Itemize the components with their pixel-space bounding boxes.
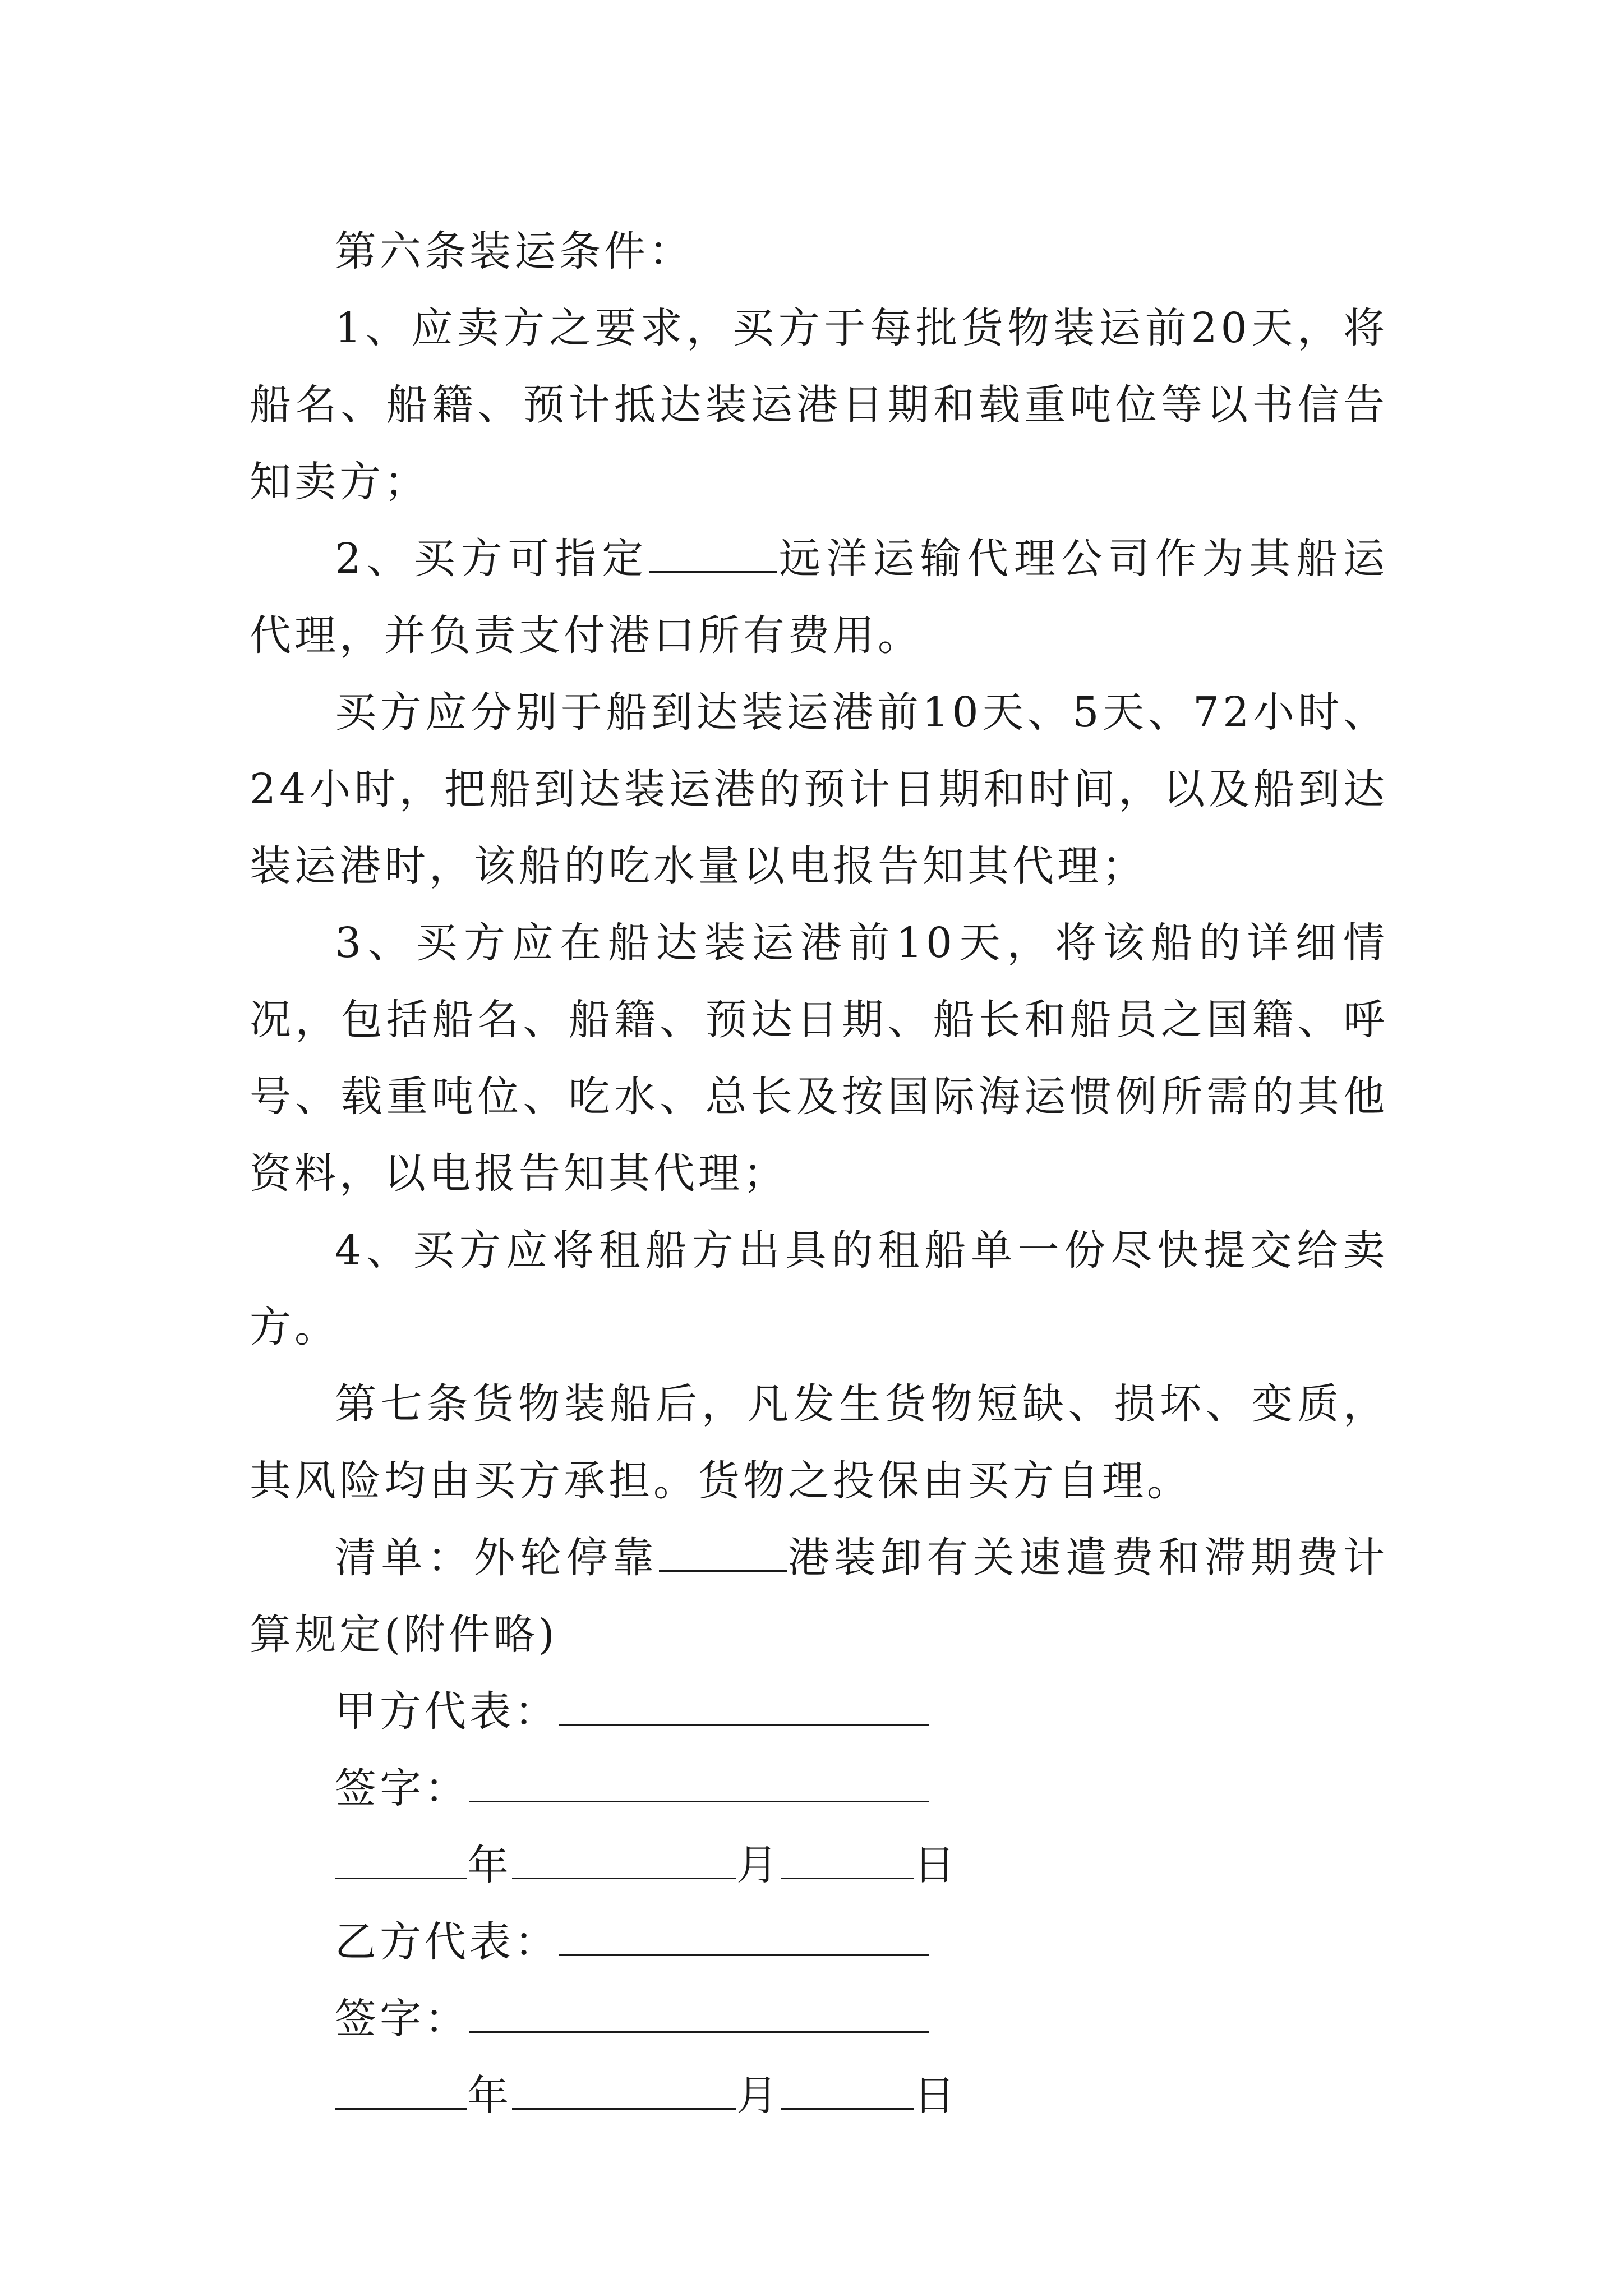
party-a-sign-line: [250, 1750, 1388, 1827]
party-a-rep-line: [250, 1673, 1388, 1750]
clause7-text: 第七条货物装船后，凡发生货物短缺、损坏、变质，其风险均由买方承担。货物之投保由买方自理。: [250, 1380, 1388, 1505]
party-a-year-blank[interactable]: [335, 1844, 467, 1879]
appendix-after: 港装卸有关速遣费和滞期费计算规定(附件略): [250, 1534, 1388, 1659]
party-a-year-label: 年: [467, 1841, 512, 1889]
appendix-line: [250, 1520, 1388, 1673]
document-page: [250, 213, 1388, 2134]
party-b-year-label: 年: [467, 2072, 512, 2120]
party-a-month-blank[interactable]: [512, 1844, 736, 1879]
clause6-item2-after: 远洋运输代理公司作为其船运代理，并负责支付港口所有费用。: [250, 535, 1388, 660]
party-a-day-label: 日: [914, 1841, 958, 1889]
party-a-rep-label: 甲方代表：: [335, 1687, 559, 1736]
clause6-notice: 买方应分别于船到达装运港前10天、5天、72小时、24小时，把船到达装运港的预计日期和时间，以及船到达装运港时，该船的吃水量以电报告知其代理；: [250, 688, 1388, 890]
clause6-item1: 1、应卖方之要求，买方于每批货物装运前20天，将船名、船籍、预计抵达装运港日期和载重吨位等以书信告知卖方；: [250, 304, 1388, 506]
party-a-month-label: 月: [736, 1841, 781, 1889]
party-b-day-label: 日: [914, 2072, 958, 2120]
party-b-rep-line: [250, 1904, 1388, 1981]
party-b-year-blank[interactable]: [335, 2074, 467, 2110]
clause6-item4: 4、买方应将租船方出具的租船单一份尽快提交给卖方。: [250, 1226, 1388, 1351]
appendix-before: 清单：外轮停靠: [335, 1534, 659, 1582]
party-b-sign-label: 签字：: [335, 1995, 469, 2043]
party-a-sign-label: 签字：: [335, 1764, 469, 1812]
clause6-item2: [250, 521, 1388, 674]
agency-blank[interactable]: [649, 537, 777, 573]
party-b-rep-label: 乙方代表：: [335, 1918, 559, 1966]
party-a-rep-blank[interactable]: [559, 1690, 929, 1726]
party-b-sign-line: [250, 1981, 1388, 2058]
party-b-date-line: [250, 2058, 1388, 2134]
party-a-date-line: [250, 1827, 1388, 1904]
party-a-day-blank[interactable]: [781, 1844, 914, 1879]
party-a-sign-blank[interactable]: [469, 1767, 929, 1802]
port-blank[interactable]: [659, 1536, 787, 1572]
clause6-item2-before: 2、买方可指定: [335, 535, 649, 583]
party-b-rep-blank[interactable]: [559, 1921, 929, 1956]
party-b-month-blank[interactable]: [512, 2074, 736, 2110]
clause6-title: 第六条装运条件：: [335, 227, 694, 275]
party-b-sign-blank[interactable]: [469, 1998, 929, 2033]
party-b-month-label: 月: [736, 2072, 781, 2120]
party-b-day-blank[interactable]: [781, 2074, 914, 2110]
clause6-item3: 3、买方应在船达装运港前10天，将该船的详细情况，包括船名、船籍、预达日期、船长和船员之国籍、呼号、载重吨位、吃水、总长及按国际海运惯例所需的其他资料，以电报告知其代理；: [250, 919, 1388, 1198]
